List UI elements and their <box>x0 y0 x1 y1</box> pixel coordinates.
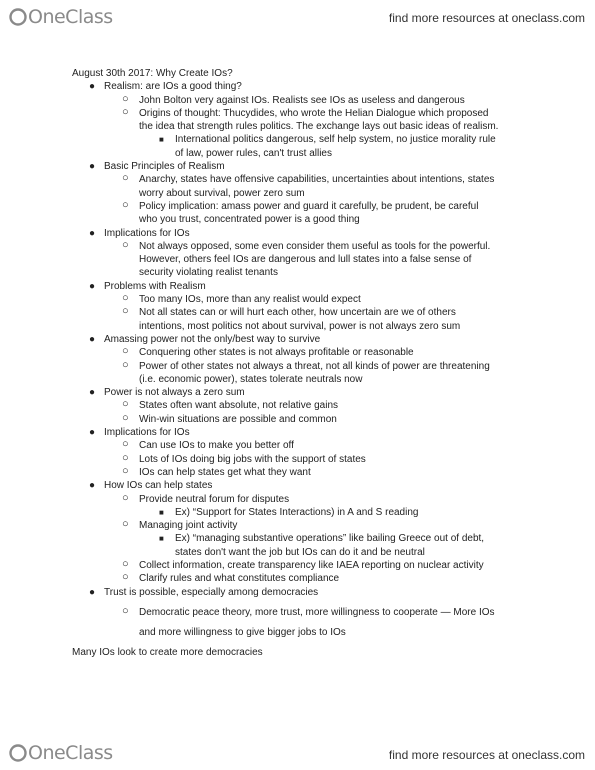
bullet-square-icon: ■ <box>159 534 164 544</box>
oneclass-footer-logo[interactable] <box>8 742 113 764</box>
list-item: ● Basic Principles of Realism <box>89 161 225 173</box>
resources-link[interactable]: find more resources at oneclass.com <box>388 11 585 25</box>
bullet-circle-icon: ○ <box>122 604 129 617</box>
list-item-continued: worry about survival, power zero sum <box>139 187 305 199</box>
bullet-circle-icon: ○ <box>122 92 129 105</box>
bullet-circle-icon: ○ <box>122 198 129 211</box>
list-item: ● Realism: are IOs a good thing? <box>89 81 242 93</box>
bullet-circle-icon: ○ <box>122 305 129 318</box>
bullet-circle-icon: ○ <box>122 292 129 305</box>
list-item: ○ Anarchy, states have offensive capabilities, uncertainties about intentions, states <box>122 172 495 186</box>
bullet-circle-icon: ○ <box>122 105 129 118</box>
spacer <box>0 599 595 606</box>
list-item: ○ Too many IOs, more than any realist would expect <box>122 292 361 306</box>
list-item-continued: the idea that strength rules politics. The exchange lays out basic ideas of realism. <box>139 121 499 133</box>
list-item-continued: of law, power rules, can't trust allies <box>175 147 332 159</box>
list-item: ● Amassing power not the only/best way to survive <box>89 333 321 345</box>
list-item-continued: states don't want the job but IOs can do it and be neutral <box>175 546 425 558</box>
bullet-dot-icon: ● <box>89 427 96 439</box>
list-item: ○ IOs can help states get what they want <box>122 464 311 478</box>
bullet-square-icon: ■ <box>159 507 164 517</box>
list-item: ● How IOs can help states <box>89 480 213 492</box>
bullet-square-icon: ■ <box>159 135 164 145</box>
list-item: ○ Lots of IOs doing big jobs with the support of states <box>122 451 366 465</box>
bullet-dot-icon: ● <box>89 161 96 173</box>
list-item: ■ Ex) “managing substantive operations” like bailing Greece out of debt, <box>159 533 485 545</box>
bullet-circle-icon: ○ <box>122 411 129 424</box>
lecture-notes <box>0 67 595 660</box>
list-item: ○ Not all states can or will hurt each other, how uncertain are we of others <box>122 305 456 319</box>
list-item: ○ Democratic peace theory, more trust, more willingness to cooperate — More IOs <box>122 604 495 618</box>
bullet-dot-icon: ● <box>89 480 96 492</box>
list-item: ○ Collect information, create transparency like IAEA reporting on nuclear activity <box>122 557 484 571</box>
notes-title: August 30th 2017: Why Create IOs? <box>72 68 233 79</box>
list-item: ● Problems with Realism <box>89 280 206 292</box>
bullet-dot-icon: ● <box>89 81 96 93</box>
bullet-circle-icon: ○ <box>122 464 129 477</box>
bullet-circle-icon: ○ <box>122 557 129 570</box>
bullet-dot-icon: ● <box>89 333 96 345</box>
bullet-circle-icon: ○ <box>122 172 129 185</box>
list-item: ○ Origins of thought: Thucydides, who wrote the Helian Dialogue which proposed <box>122 105 489 119</box>
bullet-dot-icon: ● <box>89 387 96 399</box>
bullet-circle-icon: ○ <box>122 438 129 451</box>
bullet-circle-icon: ○ <box>122 518 129 531</box>
logo-text: OneClass <box>28 742 113 764</box>
bullet-circle-icon: ○ <box>122 398 129 411</box>
closing-line: Many IOs look to create more democracies <box>72 647 263 659</box>
list-item: ● Implications for IOs <box>89 427 190 439</box>
bullet-dot-icon: ● <box>89 586 96 598</box>
list-item-continued: intentions, most politics not about survival, power is not always zero sum <box>139 320 461 332</box>
bullet-circle-icon: ○ <box>122 451 129 464</box>
oneclass-logo-icon <box>8 7 28 27</box>
list-item: ○ Not always opposed, some even consider them useful as tools for the powerful. <box>122 238 491 252</box>
bullet-circle-icon: ○ <box>122 238 129 251</box>
bullet-circle-icon: ○ <box>122 571 129 584</box>
list-item: ○ Win-win situations are possible and common <box>122 411 337 425</box>
list-item: ■ International politics dangerous, self help system, no justice morality rule <box>159 134 496 146</box>
oneclass-logo[interactable] <box>8 6 113 28</box>
bullet-dot-icon: ● <box>89 227 96 239</box>
list-item: ○ Clarify rules and what constitutes compliance <box>122 571 340 585</box>
footer-resources-link[interactable]: find more resources at oneclass.com <box>388 748 585 762</box>
list-item: ○ Can use IOs to make you better off <box>122 438 294 452</box>
list-item: ○ Managing joint activity <box>122 518 238 532</box>
list-item: ● Implications for IOs <box>89 227 190 239</box>
bullet-circle-icon: ○ <box>122 358 129 371</box>
list-item-continued: who you trust, concentrated power is a good thing <box>139 214 360 226</box>
list-item-continued: and more willingness to give bigger jobs to IOs <box>139 627 346 639</box>
bullet-circle-icon: ○ <box>122 491 129 504</box>
list-item-continued: However, others feel IOs are dangerous and lull states into a false sense of <box>139 254 472 266</box>
list-item: ● Trust is possible, especially among democracies <box>89 586 319 598</box>
bullet-circle-icon: ○ <box>122 345 129 358</box>
oneclass-logo-icon <box>8 743 28 763</box>
logo-text: OneClass <box>28 6 113 28</box>
list-item: ○ Conquering other states is not always profitable or reasonable <box>122 345 414 359</box>
list-item-continued: (i.e. economic power), states tolerate neutrals now <box>139 373 363 385</box>
spacer <box>0 619 595 626</box>
list-item: ○ Policy implication: amass power and guard it carefully, be prudent, be careful <box>122 198 479 212</box>
list-item: ○ Power of other states not always a threat, not all kinds of power are threatening <box>122 358 490 372</box>
bullet-dot-icon: ● <box>89 280 96 292</box>
list-item: ○ John Bolton very against IOs. Realists see IOs as useless and dangerous <box>122 92 465 106</box>
spacer <box>0 639 595 646</box>
list-item: ■ Ex) “Support for States Interactions) in A and S reading <box>159 506 419 518</box>
list-item: ● Power is not always a zero sum <box>89 387 245 399</box>
list-item-continued: security violating realist tenants <box>139 267 278 279</box>
list-item: ○ States often want absolute, not relative gains <box>122 398 339 412</box>
list-item: ○ Provide neutral forum for disputes <box>122 491 290 505</box>
